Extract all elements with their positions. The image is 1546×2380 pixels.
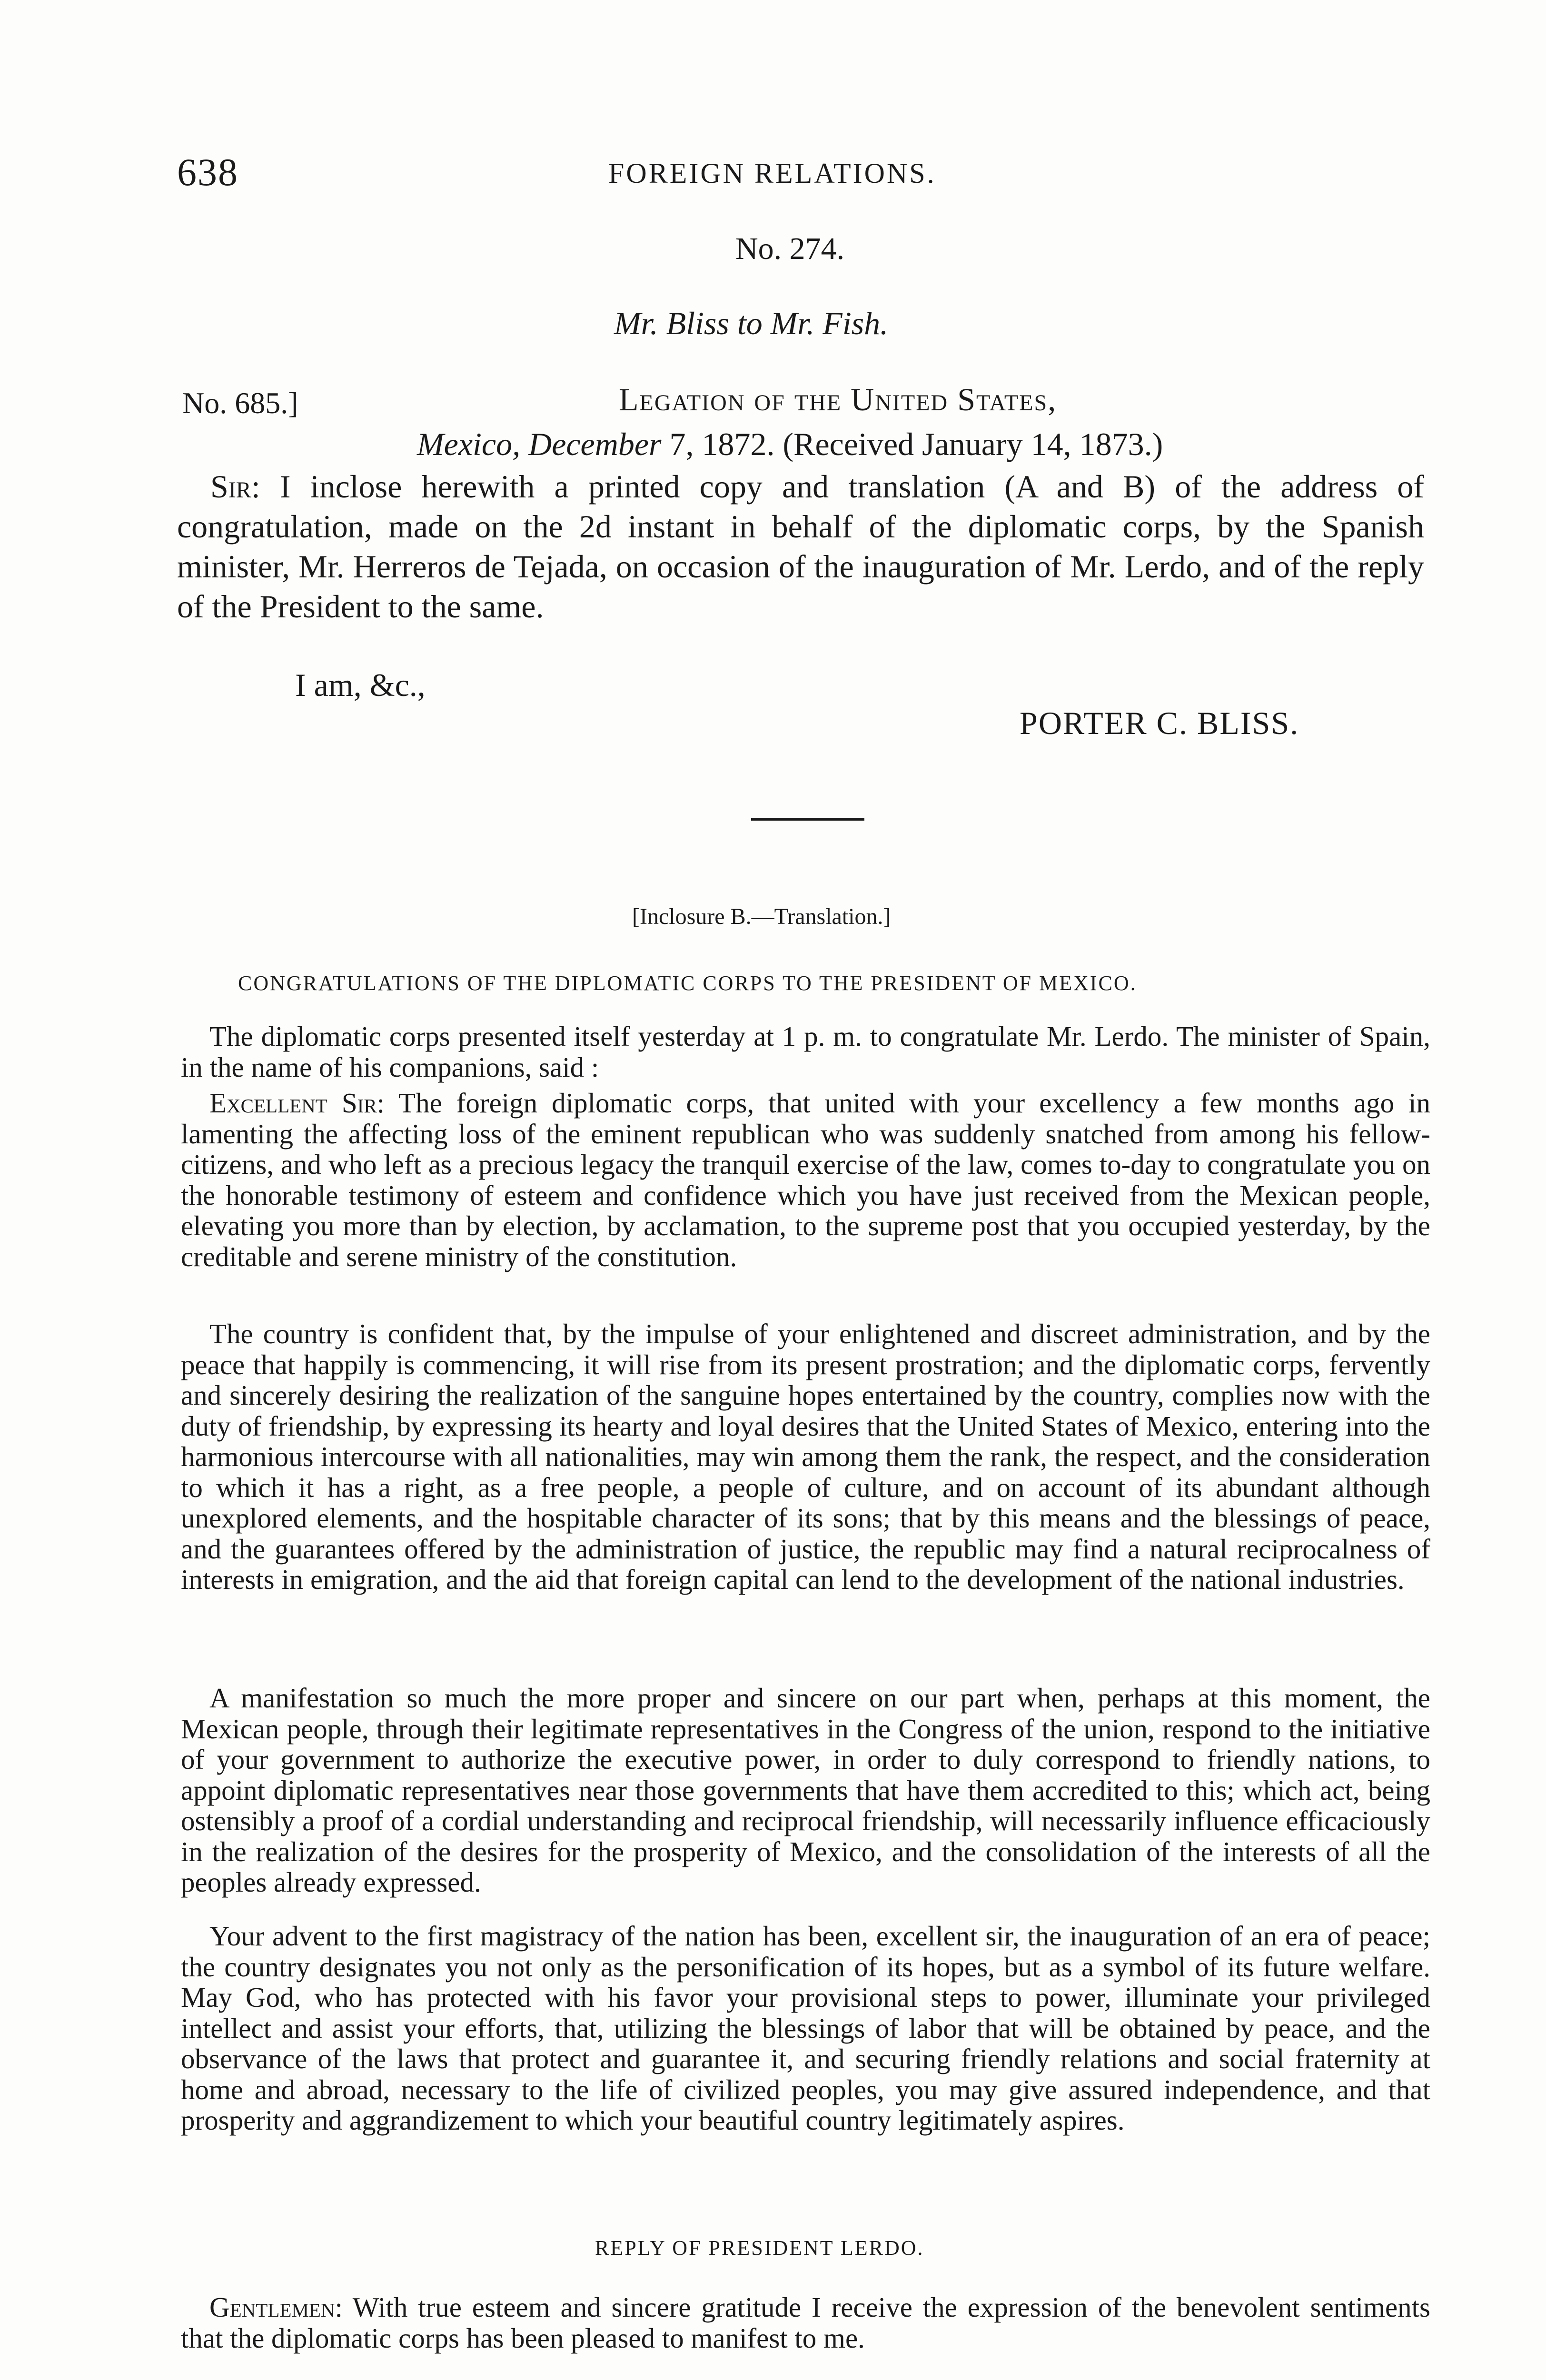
address-salutation: Excellent Sir (209, 1087, 377, 1119)
section-divider (751, 818, 864, 821)
page-number: 638 (177, 150, 238, 194)
inclosure-heading: [Inclosure B.—Translation.] (632, 904, 891, 929)
address-paragraph-1 (181, 1088, 1430, 1272)
address-paragraph-4: Your advent to the first magistracy of the nation has been, excellent sir, the inauguration of an era of peace; the country designates you not only as the personification of its hopes, but as a symbol of its future welfare. May God, who has protected with his favor your provisional steps to power, illuminate your privileged intellect and assist your efforts, that, utilizing the blessings of labor that will be obtained by peace, and the observance of the laws that protect and guarantee it, and securing friendly relations and social fraternity at home and abroad, necessary to the life of civilized peoples, you may give assured independence, and that prosperity and aggrandizement to which your beautiful country legitimately aspires. (181, 1920, 1430, 2136)
reference-number: No. 685.] (182, 386, 298, 420)
place-date-line (417, 426, 1163, 463)
place-date-rest: 7, 1872. (Received January 14, 1873.) (661, 426, 1163, 462)
reply-salutation: Gentlemen (209, 2291, 335, 2323)
letter-body (177, 466, 1424, 626)
intro-paragraph: The diplomatic corps presented itself yesterday at 1 p. m. to congratulate Mr. Lerdo. The minister of Spain, in the name of his companions, said : (181, 1021, 1430, 1083)
legation-heading: Legation of the United States, (619, 381, 1057, 417)
letter-salutation: Sir (210, 468, 251, 505)
place-date-italic: Mexico, December (417, 426, 662, 462)
section-title: CONGRATULATIONS OF THE DIPLOMATIC CORPS TO THE PRESIDENT OF MEXICO. (238, 972, 1137, 995)
running-head: FOREIGN RELATIONS. (608, 158, 936, 189)
letter-text: : I inclose herewith a printed copy and translation (A and B) of the address of congratulation, made on the 2d instant in behalf of the diplomatic corps, by the Spanish minister, Mr. Herreros de Tejada, on occasion of the inauguration of Mr. Lerdo, and of the reply of the President to the same. (177, 468, 1424, 625)
reply-heading: REPLY OF PRESIDENT LERDO. (595, 2236, 924, 2260)
letter-closing: I am, &c., (295, 667, 426, 703)
reply-text-1: : With true esteem and sincere gratitude I receive the expression of the benevolent sentiments that the diplomatic corps has been pleased to manifest to me. (181, 2291, 1430, 2354)
document-number: No. 274. (735, 231, 845, 266)
address-text-1: : The foreign diplomatic corps, that united with your excellency a few months ago in lamenting the affecting loss of the eminent republican who was suddenly snatched from among his fellow-citizens, and who left as a precious legacy the tranquil exercise of the law, comes to-day to congratulate you on the honorable testimony of esteem and confidence which you have just received from the Mexican people, elevating you more than by election, by acclamation, to the supreme post that you occupied yesterday, by the creditable and serene ministry of the constitution. (181, 1087, 1430, 1272)
reply-paragraph-1 (181, 2292, 1430, 2353)
address-paragraph-3: A manifestation so much the more proper and sincere on our part when, perhaps at this moment, the Mexican people, through their legitimate representatives in the Congress of the union, respond to the initiative of your government to authorize the executive power, in order to duly correspond to friendly nations, to appoint diplomatic representatives near those governments that have them accredited to this; which act, being ostensibly a proof of a cordial understanding and reciprocal friendship, will necessarily influence efficaciously in the realization of the desires for the prosperity of Mexico, and the consolidation of the interests of all the peoples already expressed. (181, 1682, 1430, 1898)
signature: PORTER C. BLISS. (1020, 705, 1299, 741)
address-paragraph-2: The country is confident that, by the impulse of your enlightened and discreet administration, and by the peace that happily is commencing, it will rise from its present prostration; and the diplomatic corps, fervently and sincerely desiring the realization of the sanguine hopes entertained by the country, complies now with the duty of friendship, by expressing its hearty and loyal desires that the United States of Mexico, entering into the harmonious intercourse with all nationalities, may win among them the rank, the respect, and the consideration to which it has a right, as a free people, a people of culture, and on account of its abundant although unexplored elements, and the hospitable character of its sons; that by this means and the blessings of peace, and the guarantees offered by the administration of justice, the republic may find a natural reciprocalness of interests in emigration, and the aid that foreign capital can lend to the development of the national industries. (181, 1318, 1430, 1595)
document-subject: Mr. Bliss to Mr. Fish. (614, 305, 889, 341)
